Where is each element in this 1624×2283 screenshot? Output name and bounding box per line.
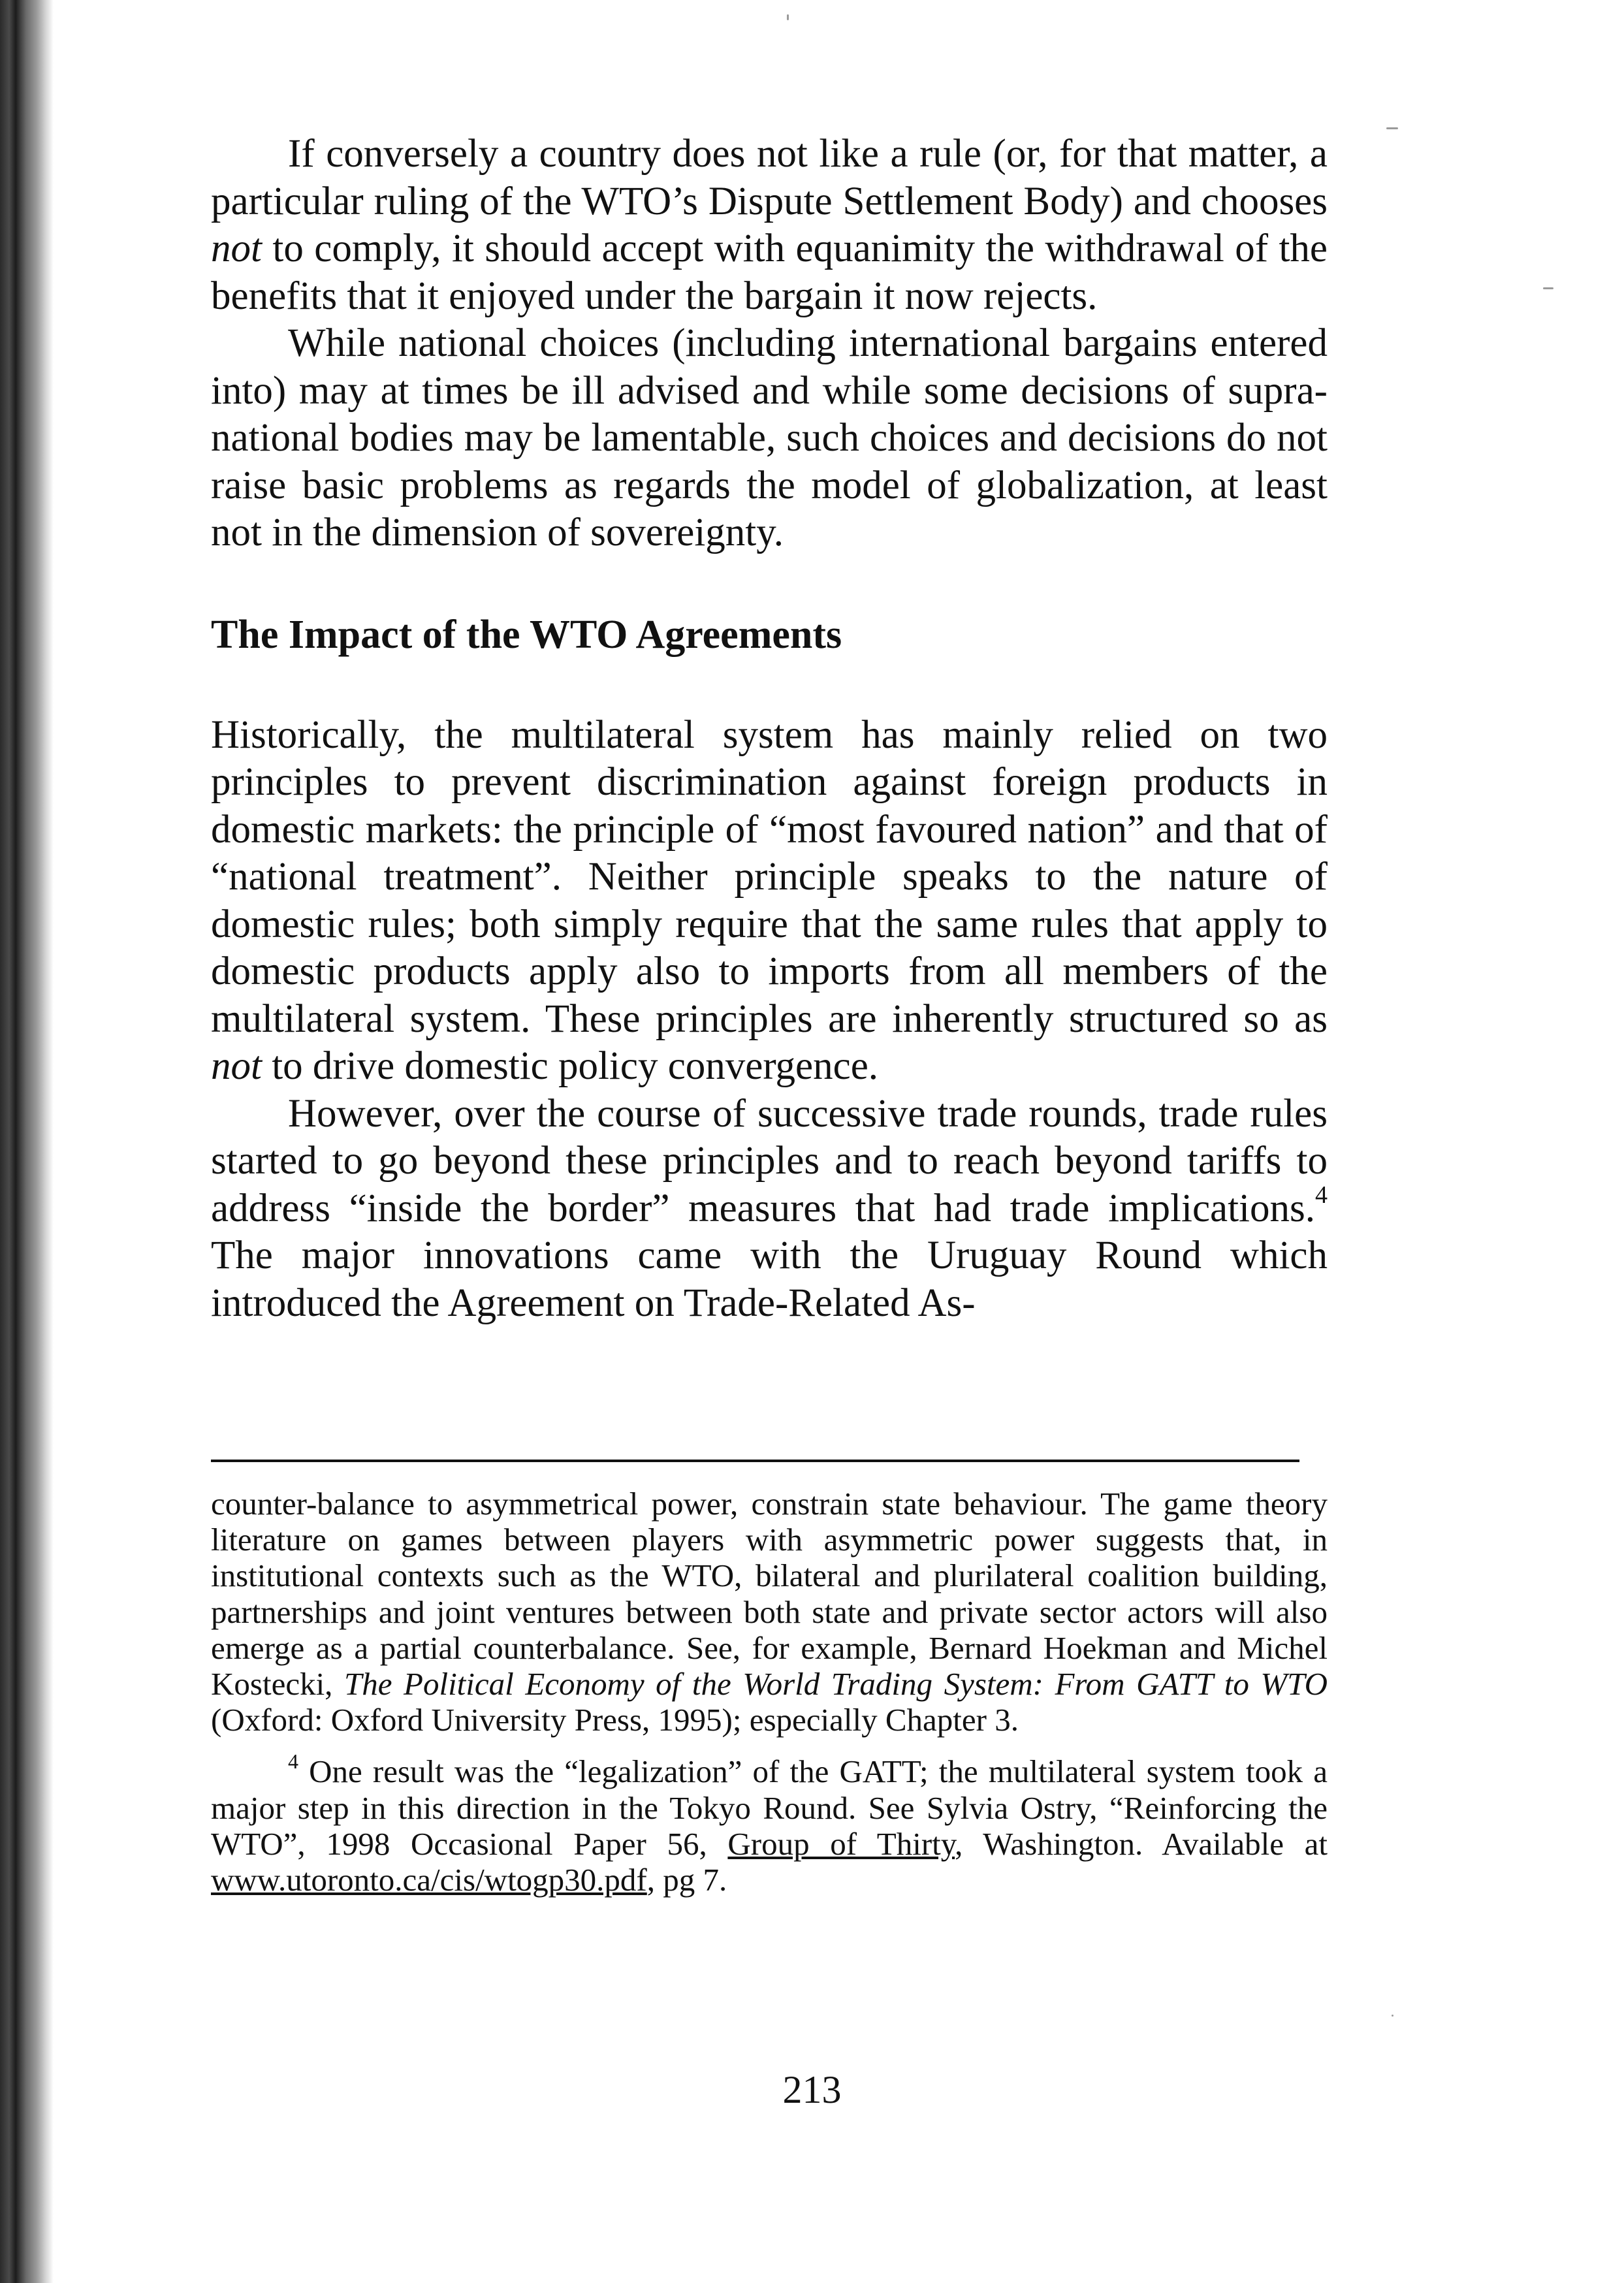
paragraph: However, over the course of successive trade rounds, trade rules started to go beyond these principles and to reach beyond tariffs to address “inside the border” measures that had trade implications.$^4$ The major innovations came with the Uruguay Round which introduced the Agreement on Trade-Related As- bbox=[211, 1091, 1328, 1325]
footnote-separator bbox=[211, 1460, 1299, 1462]
footnote-continued: counter-balance to asymmetrical power, constrain state behaviour. The game theory literature on games between players with asymmetric power suggests that, in institutional contexts such as the WTO, bilateral and plurilateral coalition building, partnerships and joint ventures between both state and private sector actors will also emerge as a partial counterbalance. See, for example, Bernard Hoekman and Michel Kostecki, The Political Economy of the World Trading System: From GATT to WTO (Oxford: Oxford University Press, 1995); especially Chapter 3. bbox=[211, 1486, 1328, 1738]
footnote-reference[interactable]: 4 bbox=[1315, 1181, 1328, 1209]
organization-link[interactable]: Group of Thirty bbox=[727, 1825, 955, 1862]
paragraph: While national choices (including international bargains entered into) may at times be ill advised and while some decisions of supra-national bodies may be lamentable, such choices and decisions do not raise basic problems as regards the model of globalization, at least not in the dimension of sovereignty. bbox=[211, 321, 1328, 554]
scan-speck bbox=[787, 14, 789, 20]
scan-binding-edge bbox=[0, 0, 54, 2283]
scan-speck bbox=[1543, 287, 1553, 289]
emphasis: not bbox=[211, 227, 262, 270]
footnote-number: 4 bbox=[288, 1749, 298, 1774]
section-heading: The Impact of the WTO Agreements bbox=[211, 612, 842, 657]
footnotes bbox=[211, 1486, 1328, 1898]
paragraph: If conversely a country does not like a rule (or, for that matter, a particular ruling of the WTO’s Dispute Settlement Body) and chooses not to comply, it should accept with equanimity the withdrawal of the benefits that it enjoyed under the bargain it now rejects. bbox=[211, 132, 1328, 318]
page-number: 213 bbox=[782, 2068, 842, 2111]
main-text bbox=[211, 131, 1328, 1327]
scan-speck bbox=[1392, 2015, 1393, 2017]
emphasis: not bbox=[211, 1044, 262, 1088]
paragraph: Historically, the multilateral system has mainly relied on two principles to prevent discrimination against foreign products in domestic markets: the principle of “most favoured nation” and that of “national treatment”. Neither principle speaks to the nature of domestic rules; both simply require that the same rules that apply to domestic products apply also to imports from all members of the multilateral system. These principles are inherently structured so as not to drive domestic policy convergence. bbox=[211, 712, 1328, 1088]
book-title: The Political Economy of the World Trading System: From GATT to WTO bbox=[343, 1666, 1328, 1702]
url-link[interactable]: www.utoronto.ca/cis/wtogp30.pdf bbox=[211, 1862, 647, 1898]
footnote-4: $^4$ One result was the “legalization” of the GATT; the multilateral system took a major step in this direction in the Tokyo Round. See Sylvia Ostry, “Reinforcing the WTO”, 1998 Occasional Paper 56, Group of Thirty, Washington. Available at www.utoronto.ca/cis/wtogp30.pdf, pg 7. bbox=[211, 1749, 1328, 1898]
scan-speck bbox=[1386, 127, 1398, 129]
